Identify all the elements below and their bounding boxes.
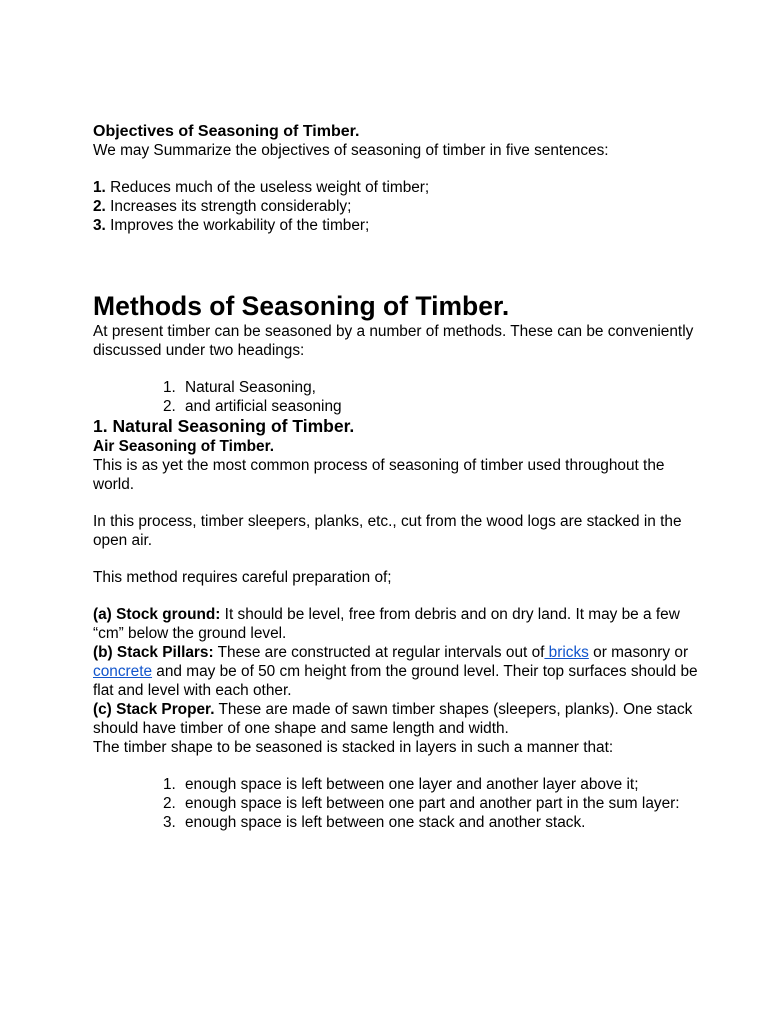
list-item (93, 378, 708, 397)
objectives-intro: We may Summarize the objectives of seasoning of timber in five sentences: (93, 142, 609, 159)
objectives-list (93, 178, 708, 235)
natural-seasoning-heading: 1. Natural Seasoning of Timber. (93, 416, 355, 436)
layers-intro: The timber shape to be seasoned is stacked in layers in such a manner that: (93, 739, 614, 756)
stack-pillars-text: or masonry or (588, 644, 689, 661)
objective-item (93, 216, 708, 235)
stack-pillars-text: These are constructed at regular intervals out of (213, 644, 545, 661)
list-item (93, 397, 708, 416)
preparation-paragraph: This method requires careful preparation of; (93, 569, 392, 586)
list-number: 2. (163, 795, 176, 812)
stock-ground-paragraph (93, 605, 708, 643)
list-text: and artificial seasoning (185, 398, 342, 415)
list-text: enough space is left between one part and another part in the sum layer: (185, 795, 680, 812)
list-item (93, 813, 708, 832)
list-number: 2. (163, 398, 176, 415)
process-paragraph: In this process, timber sleepers, planks, etc., cut from the wood logs are stacked in the open air. (93, 513, 682, 549)
stock-ground-label: (a) Stock ground: (93, 606, 221, 623)
spacer (93, 587, 708, 605)
layers-list (93, 775, 708, 832)
spacer (93, 494, 708, 512)
methods-title: Methods of Seasoning of Timber. (93, 291, 510, 321)
list-text: Natural Seasoning, (185, 379, 316, 396)
list-number: 1. (163, 379, 176, 396)
objective-number: 1. (93, 179, 106, 196)
objective-number: 3. (93, 217, 106, 234)
concrete-link[interactable]: concrete (93, 663, 153, 680)
spacer (93, 360, 708, 378)
spacer (93, 550, 708, 568)
spacer (93, 757, 708, 775)
objective-text: Improves the workability of the timber; (110, 217, 370, 234)
objective-number: 2. (93, 198, 106, 215)
stack-proper-text: These are made of sawn timber shapes (sleepers, planks). One stack should have timber of one shape and same length and width. (93, 701, 693, 737)
objective-item (93, 197, 708, 216)
list-number: 3. (163, 814, 176, 831)
methods-list (93, 378, 708, 416)
list-text: enough space is left between one layer and another layer above it; (185, 776, 639, 793)
objective-item (93, 178, 708, 197)
objectives-heading: Objectives of Seasoning of Timber. (93, 123, 360, 140)
air-seasoning-subheading: Air Seasoning of Timber. (93, 438, 275, 455)
methods-intro: At present timber can be seasoned by a number of methods. These can be conveniently discussed under two headings: (93, 323, 694, 359)
stack-proper-label: (c) Stack Proper. (93, 701, 215, 718)
list-item (93, 775, 708, 794)
list-item (93, 794, 708, 813)
bricks-link[interactable]: bricks (544, 644, 589, 661)
air-seasoning-paragraph: This is as yet the most common process of seasoning of timber used throughout the world. (93, 457, 665, 493)
objective-text: Reduces much of the useless weight of timber; (110, 179, 430, 196)
list-number: 1. (163, 776, 176, 793)
stack-proper-paragraph (93, 700, 708, 738)
stack-pillars-label: (b) Stack Pillars: (93, 644, 214, 661)
stock-ground-text: It should be level, free from debris and on dry land. It may be a few “cm” below the ground level. (93, 606, 680, 642)
stack-pillars-text: and may be of 50 cm height from the ground level. Their top surfaces should be flat and level with each other. (93, 663, 698, 699)
objective-text: Increases its strength considerably; (110, 198, 352, 215)
stack-pillars-paragraph (93, 643, 708, 700)
spacer (93, 160, 708, 178)
list-text: enough space is left between one stack and another stack. (185, 814, 586, 831)
